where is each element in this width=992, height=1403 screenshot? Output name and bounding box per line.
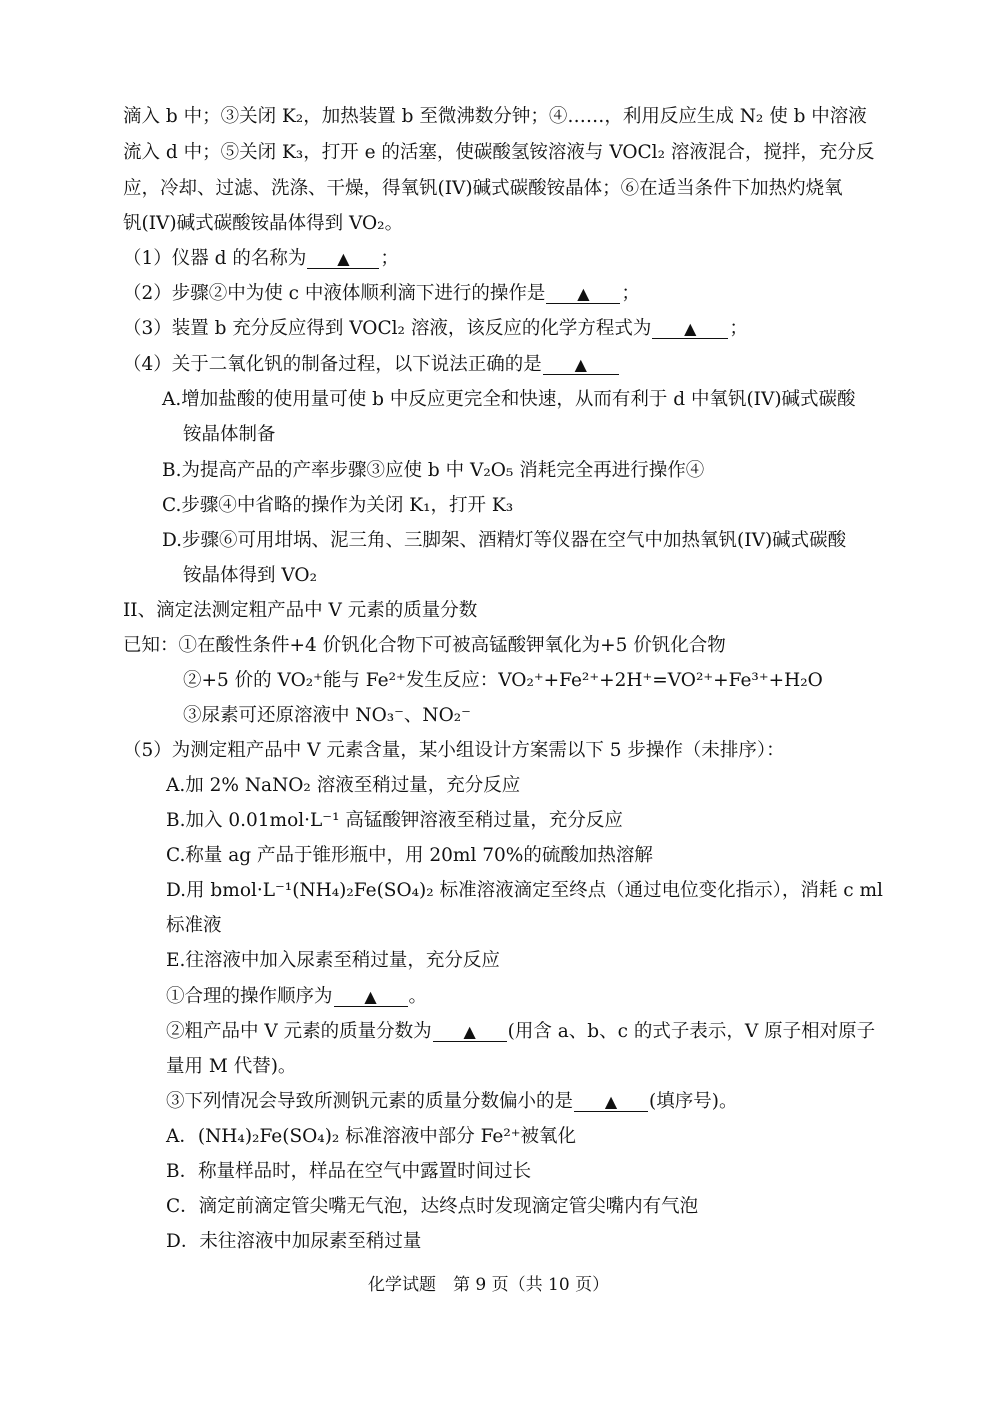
question-4-text: （4）关于二氧化钒的制备过程，以下说法正确的是: [123, 354, 542, 375]
q5-sub-3-text: ③下列情况会导致所测钒元素的质量分数偏小的是: [166, 1091, 574, 1112]
q5-option-a: A．(NH₄)₂Fe(SO₄)₂ 标准溶液中部分 Fe²⁺被氧化: [166, 1126, 577, 1147]
question-2-end: ；: [621, 283, 640, 304]
q5-step-c: C.称量 ag 产品于锥形瓶中，用 20ml 70%的硫酸加热溶解: [166, 845, 653, 866]
q5-step-b: B.加入 0.01mol·L⁻¹ 高锰酸钾溶液至稍过量，充分反应: [166, 810, 623, 831]
q4-option-c: C.步骤④中省略的操作为关闭 K₁，打开 K₃: [162, 495, 514, 516]
question-3-end: ；: [729, 318, 748, 339]
question-2: [123, 282, 640, 306]
answer-blank-3[interactable]: [652, 320, 728, 339]
q5-sub-2-line-2: 量用 M 代替)。: [166, 1056, 297, 1077]
question-1: [123, 247, 399, 271]
answer-blank-4[interactable]: [543, 356, 619, 375]
triangle-icon: ▲: [574, 355, 587, 374]
q5-step-d-line-2: 标准液: [166, 915, 222, 936]
triangle-icon: ▲: [337, 249, 350, 268]
question-3: [123, 317, 748, 341]
q5-option-c: C．滴定前滴定管尖嘴无气泡，达终点时发现滴定管尖嘴内有气泡: [166, 1196, 699, 1217]
q5-option-b: B．称量样品时，样品在空气中露置时间过长: [166, 1161, 532, 1182]
q5-sub-2-text: ②粗产品中 V 元素的质量分数为: [166, 1021, 432, 1042]
q5-sub-3: [166, 1090, 737, 1114]
triangle-icon: ▲: [364, 987, 377, 1006]
question-4: [123, 353, 620, 377]
q4-option-a-line-2: 铵晶体制备: [183, 424, 276, 445]
answer-blank-5-2[interactable]: [433, 1023, 507, 1042]
answer-blank-1[interactable]: [307, 250, 379, 269]
intro-line-3: 应，冷却、过滤、洗涤、干燥，得氧钒(IV)碱式碳酸铵晶体；⑥在适当条件下加热灼烧氧: [123, 178, 843, 199]
intro-line-2: 流入 d 中；⑤关闭 K₃，打开 e 的活塞，使碳酸氢铵溶液与 VOCl₂ 溶液混合，搅拌，充分反: [123, 142, 875, 163]
answer-blank-5-3[interactable]: [574, 1093, 648, 1112]
triangle-icon: ▲: [463, 1022, 476, 1041]
triangle-icon: ▲: [684, 319, 697, 338]
q4-option-d-line-2: 铵晶体得到 VO₂: [183, 565, 317, 586]
q5-sub-1-end: 。: [408, 986, 428, 1007]
q5-sub-3-end: (填序号)。: [649, 1091, 738, 1112]
known-1: 已知：①在酸性条件+4 价钒化合物下可被高锰酸钾氧化为+5 价钒化合物: [123, 635, 726, 656]
question-2-text: （2）步骤②中为使 c 中液体顺利滴下进行的操作是: [123, 283, 546, 304]
q5-step-e: E.往溶液中加入尿素至稍过量，充分反应: [166, 950, 500, 971]
known-3: ③尿素可还原溶液中 NO₃⁻、NO₂⁻: [183, 705, 471, 726]
known-2: ②+5 价的 VO₂⁺能与 Fe²⁺发生反应：VO₂⁺+Fe²⁺+2H⁺=VO²⁺+Fe³⁺+H₂O: [183, 670, 823, 691]
triangle-icon: ▲: [577, 284, 590, 303]
question-3-text: （3）装置 b 充分反应得到 VOCl₂ 溶液，该反应的化学方程式为: [123, 318, 652, 339]
question-1-text: （1）仪器 d 的名称为: [123, 248, 307, 269]
page-footer: 化学试题 第 9 页（共 10 页）: [368, 1275, 610, 1295]
q5-sub-1-text: ①合理的操作顺序为: [166, 986, 333, 1007]
q4-option-d-line-1: D.步骤⑥可用坩埚、泥三角、三脚架、酒精灯等仪器在空气中加热氧钒(IV)碱式碳酸: [162, 530, 847, 551]
question-1-end: ；: [380, 248, 399, 269]
q5-sub-1: [166, 985, 427, 1009]
q5-sub-2: [166, 1020, 875, 1044]
q5-step-a: A.加 2% NaNO₂ 溶液至稍过量，充分反应: [166, 775, 521, 796]
q5-step-d-line-1: D.用 bmol·L⁻¹(NH₄)₂Fe(SO₄)₂ 标准溶液滴定至终点（通过电位变化指示），消耗 c ml: [166, 880, 883, 901]
answer-blank-2[interactable]: [546, 285, 620, 304]
q5-option-d: D．未往溶液中加尿素至稍过量: [166, 1231, 422, 1252]
intro-line-4: 钒(IV)碱式碳酸铵晶体得到 VO₂。: [123, 213, 404, 234]
q5-sub-2-end: (用含 a、b、c 的式子表示，V 原子相对原子: [507, 1021, 876, 1042]
q4-option-b: B.为提高产品的产率步骤③应使 b 中 V₂O₅ 消耗完全再进行操作④: [162, 460, 705, 481]
triangle-icon: ▲: [604, 1092, 618, 1111]
answer-blank-5-1[interactable]: [334, 988, 408, 1007]
intro-line-1: 滴入 b 中；③关闭 K₂，加热装置 b 至微沸数分钟；④……，利用反应生成 N₂ 使 b 中溶液: [123, 106, 867, 127]
part-2-heading: II、滴定法测定粗产品中 V 元素的质量分数: [123, 600, 478, 621]
question-5-intro: （5）为测定粗产品中 V 元素含量，某小组设计方案需以下 5 步操作（未排序）：: [123, 740, 785, 761]
q4-option-a-line-1: A.增加盐酸的使用量可使 b 中反应更完全和快速，从而有利于 d 中氧钒(IV)碱式碳酸: [162, 389, 856, 410]
